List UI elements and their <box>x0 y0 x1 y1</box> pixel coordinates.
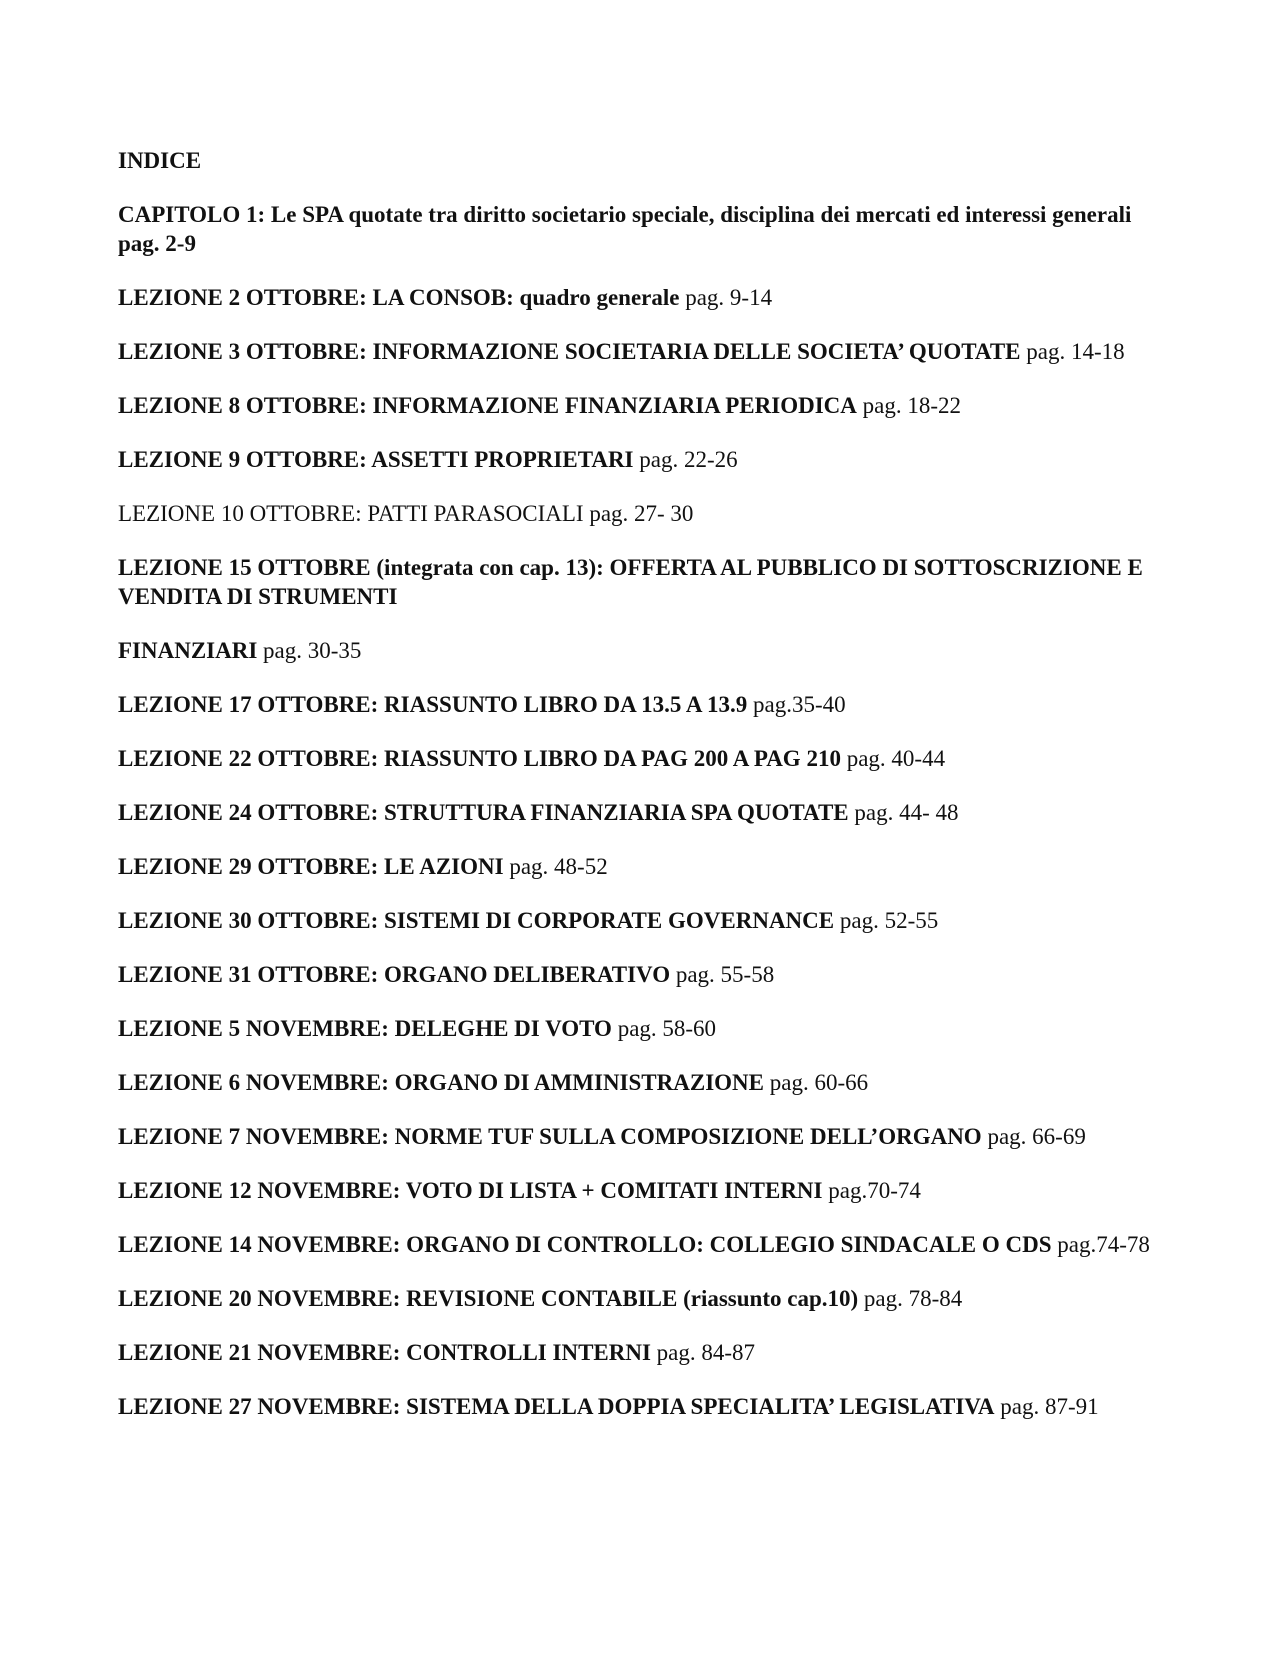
document-page <box>118 146 1168 1446</box>
toc-entry-title: LEZIONE 22 OTTOBRE: RIASSUNTO LIBRO DA PAG 200 A PAG 210 <box>118 746 841 771</box>
toc-entry-30-ottobre <box>118 906 1168 935</box>
toc-entry-20-novembre <box>118 1284 1168 1313</box>
toc-entry-title: FINANZIARI <box>118 638 258 663</box>
toc-entry-pages: pag.74-78 <box>1057 1232 1150 1257</box>
toc-entry-22-ottobre <box>118 744 1168 773</box>
toc-entry-21-novembre <box>118 1338 1168 1367</box>
toc-entry-title: LEZIONE 24 OTTOBRE: STRUTTURA FINANZIARIA SPA QUOTATE <box>118 800 849 825</box>
toc-entry-pages: pag. 48-52 <box>509 854 608 879</box>
toc-entry-pages: pag. 14-18 <box>1026 339 1125 364</box>
toc-entry-title: LEZIONE 27 NOVEMBRE: SISTEMA DELLA DOPPIA SPECIALITA’ LEGISLATIVA <box>118 1394 995 1419</box>
toc-entry-pages: pag. 55-58 <box>675 962 775 987</box>
toc-entry-10-ottobre <box>118 499 1168 528</box>
toc-entry-title: LEZIONE 8 OTTOBRE: INFORMAZIONE FINANZIARIA PERIODICA <box>118 393 857 418</box>
toc-entry-8-ottobre <box>118 391 1168 420</box>
toc-entry-31-ottobre <box>118 960 1168 989</box>
toc-entry-title: LEZIONE 17 OTTOBRE: RIASSUNTO LIBRO DA 13.5 A 13.9 <box>118 692 748 717</box>
toc-entry-title: LEZIONE 3 OTTOBRE: INFORMAZIONE SOCIETARIA DELLE SOCIETA’ QUOTATE <box>118 339 1021 364</box>
toc-entry-pages: pag. 58-60 <box>617 1016 717 1041</box>
toc-entry-chapter-1 <box>118 200 1168 258</box>
toc-entry-5-novembre <box>118 1014 1168 1043</box>
toc-entry-title: LEZIONE 30 OTTOBRE: SISTEMI DI CORPORATE GOVERNANCE <box>118 908 835 933</box>
toc-entry-title: LEZIONE 12 NOVEMBRE: VOTO DI LISTA + COMITATI INTERNI <box>118 1178 823 1203</box>
toc-entry-9-ottobre <box>118 445 1168 474</box>
toc-entry-pages: pag.35-40 <box>753 692 846 717</box>
toc-entry-7-novembre <box>118 1122 1168 1151</box>
toc-entry-pages: pag. 40-44 <box>846 746 946 771</box>
toc-entry-title: LEZIONE 14 NOVEMBRE: ORGANO DI CONTROLLO: COLLEGIO SINDACALE O CDS <box>118 1232 1052 1257</box>
toc-entry-pages: pag. 52-55 <box>839 908 939 933</box>
toc-entry-pages: pag. 78-84 <box>863 1286 963 1311</box>
toc-entry-pages: pag.70-74 <box>828 1178 921 1203</box>
toc-entry-29-ottobre <box>118 852 1168 881</box>
toc-entry-pages: pag. 84-87 <box>656 1340 756 1365</box>
toc-entry-title: LEZIONE 15 OTTOBRE (integrata con cap. 13): OFFERTA AL PUBBLICO DI SOTTOSCRIZIONE E VENDITA DI STRUMENTI <box>118 555 1143 609</box>
toc-entry-pages: pag. 44- 48 <box>854 800 959 825</box>
toc-entry-27-novembre <box>118 1392 1168 1421</box>
toc-entry-title: LEZIONE 20 NOVEMBRE: REVISIONE CONTABILE (riassunto cap.10) <box>118 1286 859 1311</box>
toc-entry-title: CAPITOLO 1: Le SPA quotate tra diritto societario speciale, disciplina dei mercati ed interessi generali pag. 2-9 <box>118 202 1132 256</box>
toc-entry-6-novembre <box>118 1068 1168 1097</box>
toc-entry-pages: pag. 87-91 <box>1000 1394 1099 1419</box>
toc-entry-title: LEZIONE 7 NOVEMBRE: NORME TUF SULLA COMPOSIZIONE DELL’ORGANO <box>118 1124 982 1149</box>
toc-entry-title: LEZIONE 5 NOVEMBRE: DELEGHE DI VOTO <box>118 1016 612 1041</box>
toc-entry-title: LEZIONE 31 OTTOBRE: ORGANO DELIBERATIVO <box>118 962 671 987</box>
toc-entry-title: LEZIONE 9 OTTOBRE: ASSETTI PROPRIETARI <box>118 447 634 472</box>
toc-entry-17-ottobre <box>118 690 1168 719</box>
index-heading: INDICE <box>118 148 202 173</box>
toc-entry-pages: pag. 60-66 <box>769 1070 869 1095</box>
toc-entry-pages: pag. 18-22 <box>862 393 961 418</box>
toc-entry-15-ottobre-continued <box>118 636 1168 665</box>
toc-entry-pages: pag. 9-14 <box>685 285 773 310</box>
toc-entry-pages: pag. 30-35 <box>263 638 362 663</box>
toc-entry-14-novembre <box>118 1230 1168 1259</box>
toc-entry-2-ottobre <box>118 283 1168 312</box>
toc-entry-title: LEZIONE 10 OTTOBRE: PATTI PARASOCIALI <box>118 501 584 526</box>
toc-entry-title: LEZIONE 6 NOVEMBRE: ORGANO DI AMMINISTRAZIONE <box>118 1070 764 1095</box>
toc-entry-24-ottobre <box>118 798 1168 827</box>
toc-entry-3-ottobre <box>118 337 1168 366</box>
toc-entry-pages: pag. 22-26 <box>639 447 738 472</box>
toc-entry-pages: pag. 27- 30 <box>589 501 694 526</box>
toc-entry-pages: pag. 66-69 <box>987 1124 1086 1149</box>
toc-entry-12-novembre <box>118 1176 1168 1205</box>
toc-entry-title: LEZIONE 2 OTTOBRE: LA CONSOB: quadro generale <box>118 285 680 310</box>
toc-entry-15-ottobre <box>118 553 1168 611</box>
toc-entry-title: LEZIONE 21 NOVEMBRE: CONTROLLI INTERNI <box>118 1340 651 1365</box>
toc-entry-title: LEZIONE 29 OTTOBRE: LE AZIONI <box>118 854 504 879</box>
